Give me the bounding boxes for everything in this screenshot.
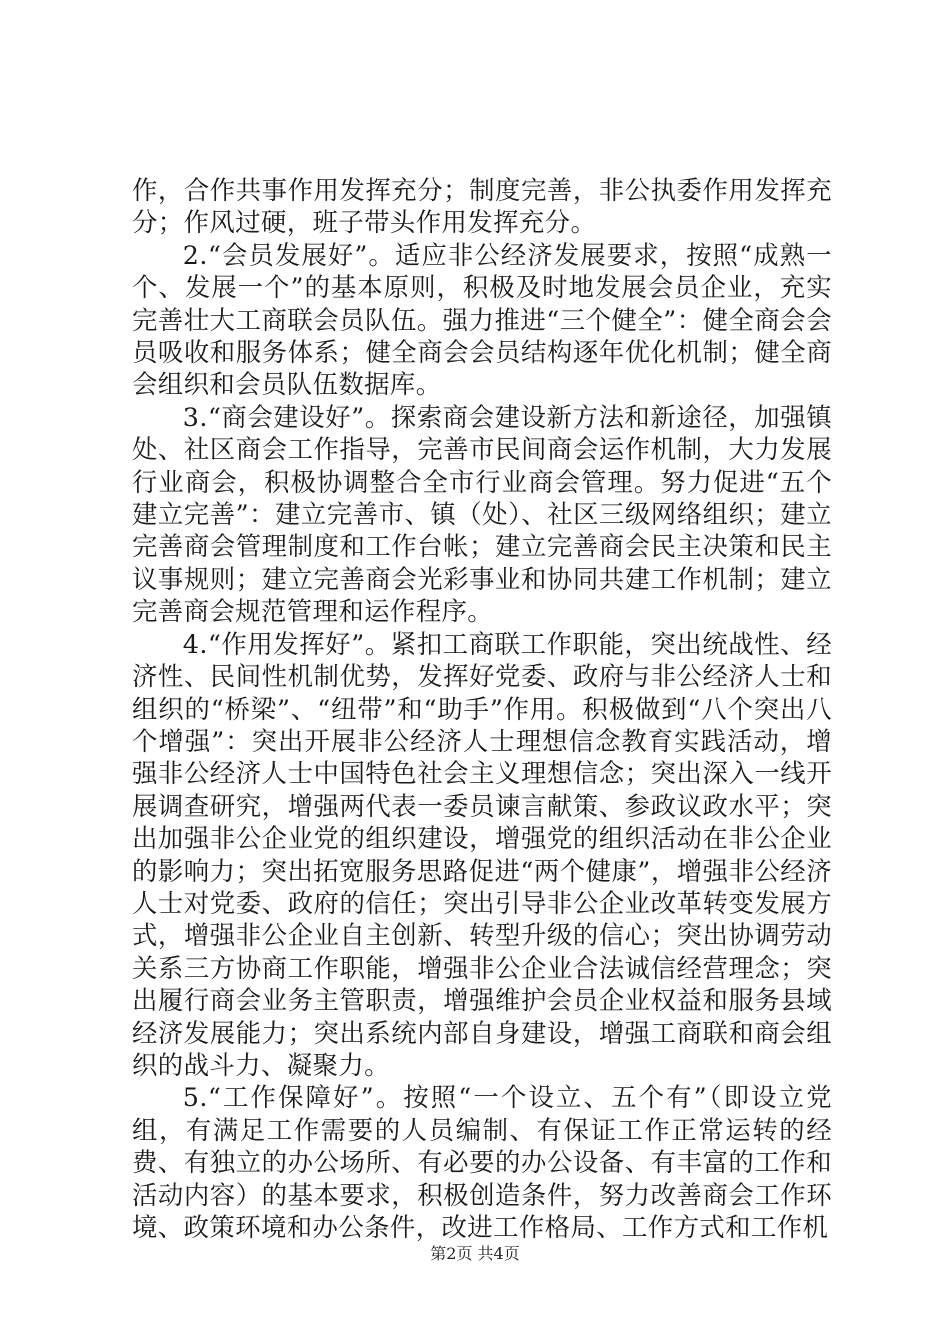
paragraph-work-guarantee: 5.“工作保障好”。按照“一个设立、五个有”（即设立党组，有满足工作需要的人员编制、有保证工作正常运转的经费、有独立的办公场所、有必要的办公设备、有丰富的工作和活动内容）的基本要求，积极创造条件，努力改善商会工作环境、政策环境和办公条件，改进工作格局、工作方式和工作机	[132, 1082, 832, 1242]
paragraph-role-play: 4.“作用发挥好”。紧扣工商联工作职能，突出统战性、经济性、民间性机制优势，发挥好党委、政府与非公经济人士和组织的“桥梁”、“纽带”和“助手”作用。积极做到“八个突出八个增强”：突出开展非公经济人士理想信念教育实践活动，增强非公经济人士中国特色社会主义理想信念；突出深入一线开展调查研究，增强两代表一委员谏言献策、参政议政水平；突出加强非公企业党的组织建设，增强党的组织活动在非公企业的影响力；突出拓宽服务思路促进“两个健康”，增强非公经济人士对党委、政府的信任；突出引导非公企业改革转变发展方式，增强非公企业自主创新、转型升级的信心；突出协调劳动关系三方协商工作职能，增强非公企业合法诚信经营理念；突出履行商会业务主管职责，增强维护会员企业权益和服务县域经济发展能力；突出系统内部自身建设，增强工商联和商会组织的战斗力、凝聚力。	[132, 628, 832, 1080]
document-body	[132, 174, 832, 1243]
paragraph-chamber-construction: 3.“商会建设好”。探索商会建设新方法和新途径，加强镇处、社区商会工作指导，完善市民间商会运作机制，大力发展行业商会，积极协调整合全市行业商会管理。努力促进“五个建立完善”：建立完善市、镇（处）、社区三级网络组织；建立完善商会管理制度和工作台帐；建立完善商会民主决策和民主议事规则；建立完善商会光彩事业和协同共建工作机制；建立完善商会规范管理和运作程序。	[132, 401, 832, 627]
paragraph-member-development: 2.“会员发展好”。适应非公经济发展要求，按照“成熟一个、发展一个”的基本原则，积极及时地发展会员企业，充实完善壮大工商联会员队伍。强力推进“三个健全”：健全商会会员吸收和服务体系；健全商会会员结构逐年优化机制；健全商会组织和会员队伍数据库。	[132, 239, 832, 400]
page-number-footer: 第2页 共4页	[430, 1244, 520, 1263]
paragraph-continuation: 作，合作共事作用发挥充分；制度完善，非公执委作用发挥充分；作风过硬，班子带头作用发挥充分。	[132, 175, 832, 238]
